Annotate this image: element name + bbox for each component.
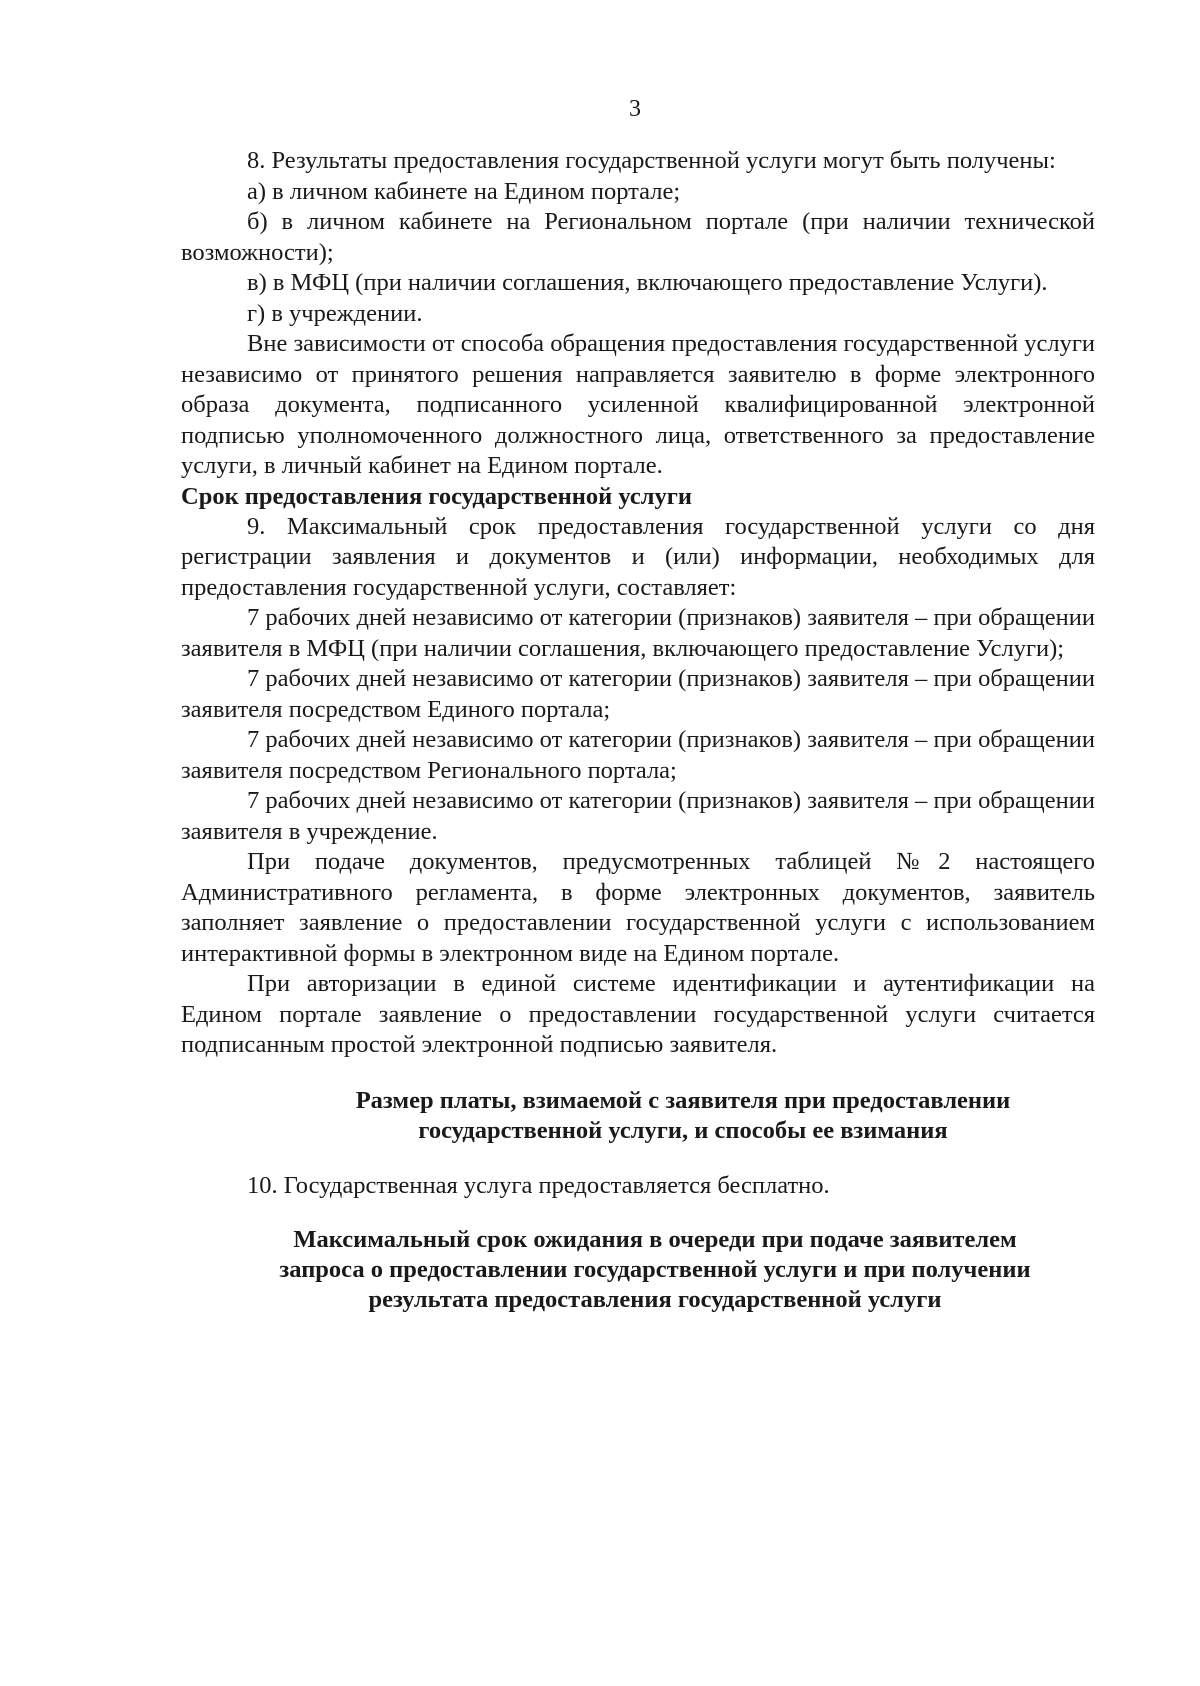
section-9-auth-paragraph: При авторизации в единой системе идентификации и аутентификации на Едином портале заявление о предоставлении государственной услуги считается подписанным простой электронной подписью заявителя. — [181, 970, 1095, 1058]
section-10: 10. Государственная услуга предоставляется бесплатно. — [247, 1171, 830, 1199]
section-8-intro: 8. Результаты предоставления государственной услуги могут быть получены: — [247, 147, 1056, 174]
heading-queue — [181, 1225, 1095, 1315]
section-9-item-1: 7 рабочих дней независимо от категории (признаков) заявителя – при обращении заявителя в МФЦ (при наличии соглашения, включающего предоставление Услуги); — [181, 604, 1095, 662]
section-9-item-4: 7 рабочих дней независимо от категории (признаков) заявителя – при обращении заявителя в учреждение. — [181, 787, 1095, 845]
heading-queue-line-3: результата предоставления государственной услуги — [368, 1286, 942, 1313]
heading-fee-line-2: государственной услуги, и способы ее взимания — [418, 1116, 948, 1144]
section-9-intro: 9. Максимальный срок предоставления государственной услуги со дня регистрации заявления и документов и (или) информации, необходимых для предоставления государственной услуги, составляет: — [181, 512, 1095, 601]
heading-term: Срок предоставления государственной услуги — [181, 482, 692, 510]
section-9-item-2: 7 рабочих дней независимо от категории (признаков) заявителя – при обращении заявителя посредством Единого портала; — [181, 665, 1095, 723]
heading-fee — [181, 1086, 1095, 1146]
section-8-note: Вне зависимости от способа обращения предоставления государственной услуги независимо от принятого решения направляется заявителю в форме электронного образа документа, подписанного усиленной квалифицированной электронной подписью уполномоченного должностного лица, ответственного за предоставление услуги, в личный кабинет на Едином портале. — [181, 330, 1095, 479]
document-body — [181, 146, 1095, 1315]
heading-queue-line-1: Максимальный срок ожидания в очереди при подаче заявителем — [293, 1226, 1017, 1253]
page-number: 3 — [629, 96, 641, 122]
heading-fee-line-1: Размер платы, взимаемой с заявителя при предоставлении — [355, 1086, 1011, 1114]
section-9-docs-paragraph: При подаче документов, предусмотренных таблицей №2 настоящего Административного регламента, в форме электронных документов, заявитель заполняет заявление о предоставлении государственной услуги с использованием интерактивной формы в электронном виде на Едином портале. — [181, 848, 1095, 967]
section-8-item-a: а) в личном кабинете на Едином портале; — [247, 177, 681, 205]
heading-queue-line-2: запроса о предоставлении государственной услуги и при получении — [279, 1256, 1031, 1283]
section-8-item-v: в) в МФЦ (при наличии соглашения, включающего предоставление Услуги). — [247, 269, 1048, 296]
section-8-item-g: г) в учреждении. — [247, 299, 423, 327]
section-9-item-3: 7 рабочих дней независимо от категории (признаков) заявителя – при обращении заявителя посредством Регионального портала; — [181, 726, 1095, 784]
section-8-item-b: б) в личном кабинете на Региональном портале (при наличии технической возможности); — [181, 208, 1095, 266]
